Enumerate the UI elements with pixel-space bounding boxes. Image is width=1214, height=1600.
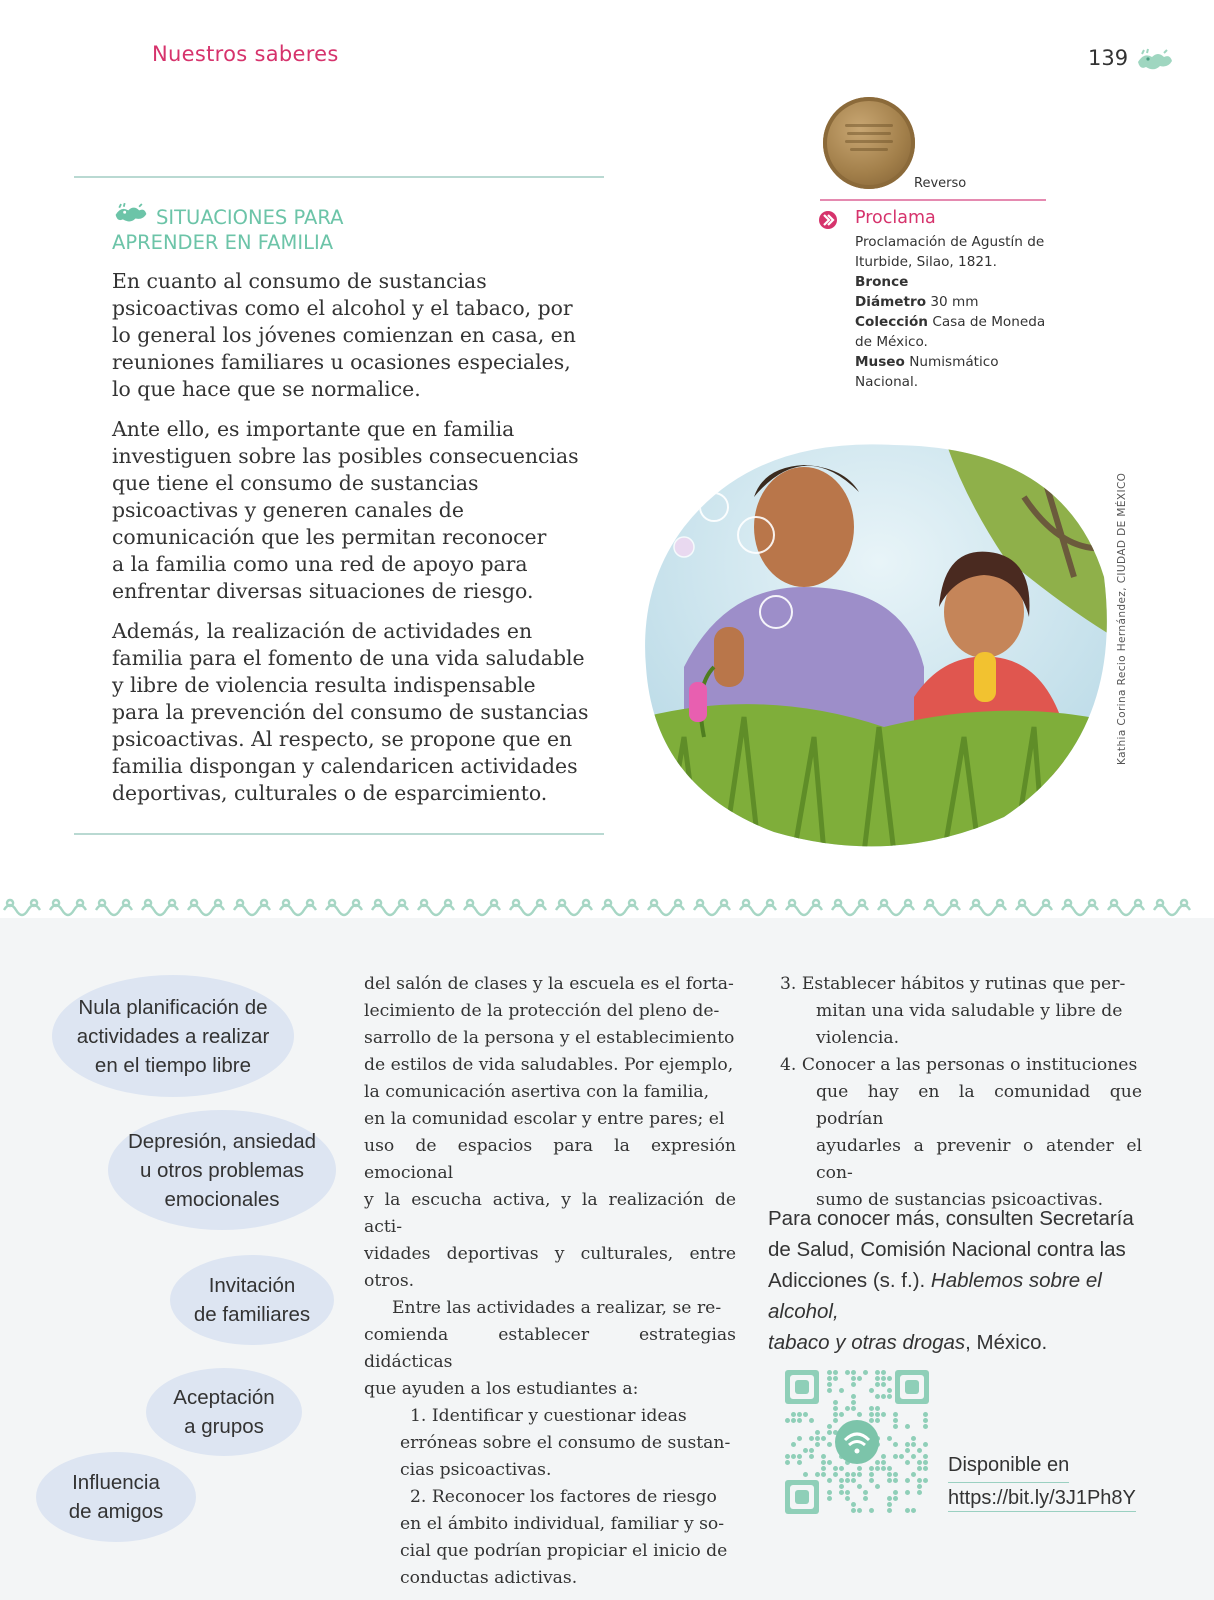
qr-finder-core: [795, 1490, 809, 1504]
family-paragraph-3: [112, 618, 612, 807]
reference-line: , México.: [965, 1331, 1048, 1354]
divider-swirl: [740, 900, 776, 915]
qr-module: [857, 1508, 862, 1513]
caption-diameter-label: Diámetro: [855, 294, 927, 310]
divider-swirl: [832, 900, 868, 915]
qr-module: [839, 1484, 844, 1489]
qr-module: [923, 1418, 928, 1423]
available-label: Disponible en: [948, 1450, 1069, 1483]
qr-module: [893, 1412, 898, 1417]
divider-swirl: [326, 900, 362, 915]
qr-module: [827, 1370, 832, 1375]
family-bubbles-illustration: [644, 437, 1114, 853]
qr-module: [851, 1502, 856, 1507]
family-box-top-rule: [74, 176, 604, 178]
line: reuniones familiares u ocasiones especiales,: [112, 350, 571, 374]
url-link[interactable]: https://bit.ly/3J1Ph8Y: [948, 1487, 1136, 1512]
list-item-4: [780, 1052, 1142, 1214]
qr-module: [857, 1472, 862, 1477]
qr-module: [881, 1394, 886, 1399]
divider-swirl: [96, 900, 132, 915]
line: deportivas, culturales o de esparcimiento.: [112, 781, 548, 805]
qr-module: [833, 1400, 838, 1405]
qr-module: [839, 1478, 844, 1483]
qr-module: [911, 1472, 916, 1477]
section-name: Nuestros saberes: [152, 42, 339, 66]
divider-swirl: [970, 900, 1006, 915]
qr-module: [875, 1382, 880, 1387]
line: en el ámbito individual, familiar y so-: [400, 1514, 725, 1534]
qr-module: [905, 1460, 910, 1465]
qr-module: [911, 1442, 916, 1447]
qr-module: [893, 1418, 898, 1423]
line: sumo de sustancias psicoactivas.: [816, 1190, 1104, 1210]
divider-swirl: [602, 900, 638, 915]
divider-swirl: [786, 900, 822, 915]
middle-column: [364, 971, 736, 1592]
line: que tiene el consumo de sustancias: [112, 471, 479, 495]
qr-module: [863, 1490, 868, 1495]
qr-module: [785, 1454, 790, 1459]
qr-module: [851, 1472, 856, 1477]
line: erróneas sobre el consumo de sustan-: [400, 1433, 731, 1453]
bubble-line: Depresión, ansiedad: [127, 1129, 317, 1153]
divider-swirl: [188, 900, 224, 915]
qr-module: [863, 1496, 868, 1501]
caption-collection-label: Colección: [855, 314, 928, 330]
qr-module: [797, 1460, 802, 1465]
caption-material: Bronce: [855, 274, 909, 290]
qr-module: [857, 1484, 862, 1489]
divider-swirl: [280, 900, 316, 915]
line: vidades deportivas y culturales, entre otros.: [364, 1244, 736, 1291]
qr-module: [839, 1466, 844, 1471]
qr-module: [839, 1412, 844, 1417]
list-item-1: [364, 1403, 736, 1484]
list-item-3: [780, 971, 1142, 1052]
caption-rule: [820, 199, 1046, 201]
qr-module: [821, 1436, 826, 1441]
risk-factor-bubble: [52, 975, 294, 1097]
reference-title: Hablemos sobre el alcohol,: [768, 1269, 1102, 1323]
line: Entre las actividades a realizar, se re-: [392, 1298, 722, 1318]
qr-module: [803, 1448, 808, 1453]
divider-swirl: [1016, 900, 1052, 915]
divider-swirl: [556, 900, 592, 915]
divider-swirl: [50, 900, 86, 915]
qr-module: [839, 1388, 844, 1393]
qr-module: [815, 1442, 820, 1447]
qr-module: [851, 1376, 856, 1381]
line: comunicación que les permitan reconocer: [112, 525, 547, 549]
qr-module: [881, 1370, 886, 1375]
qr-module: [791, 1454, 796, 1459]
chevron-right-icon: [818, 210, 838, 230]
line: 1. Identificar y cuestionar ideas: [410, 1406, 687, 1426]
qr-module: [821, 1460, 826, 1465]
qr-module: [887, 1496, 892, 1501]
line: uso de espacios para la expresión emocional: [364, 1136, 736, 1183]
qr-module: [887, 1502, 892, 1507]
qr-module: [881, 1412, 886, 1417]
qr-module: [875, 1370, 880, 1375]
qr-module: [851, 1382, 856, 1387]
bubble-line: actividades a realizar: [76, 1024, 270, 1048]
divider-swirl: [142, 900, 178, 915]
right-column: [780, 971, 1142, 1214]
line: conductas adictivas.: [400, 1568, 578, 1588]
qr-module: [881, 1382, 886, 1387]
qr-module: [827, 1460, 832, 1465]
qr-module: [881, 1460, 886, 1465]
line: que ayuden a los estudiantes a:: [364, 1379, 639, 1399]
bubble-line: a grupos: [184, 1415, 264, 1438]
line: a la familia como una red de apoyo para: [112, 552, 528, 576]
line: de estilos de vida saludables. Por ejemplo,: [364, 1055, 734, 1075]
axolotl-ornament-icon: [1134, 48, 1176, 74]
reference-line: Adicciones (s. f.).: [768, 1269, 931, 1292]
qr-module: [875, 1412, 880, 1417]
qr-module: [881, 1454, 886, 1459]
qr-module: [899, 1454, 904, 1459]
qr-module: [893, 1442, 898, 1447]
qr-module: [869, 1418, 874, 1423]
qr-module: [797, 1412, 802, 1417]
qr-module: [917, 1490, 922, 1495]
qr-module: [887, 1376, 892, 1381]
bubble-line: Aceptación: [173, 1386, 275, 1409]
qr-module: [893, 1472, 898, 1477]
qr-module: [839, 1490, 844, 1495]
qr-module: [893, 1454, 898, 1459]
decorative-divider: [0, 896, 1214, 918]
qr-module: [911, 1454, 916, 1459]
qr-module: [875, 1406, 880, 1411]
reference-title: tabaco y otras drogas: [768, 1331, 966, 1354]
divider-swirl: [1108, 900, 1144, 915]
qr-module: [917, 1484, 922, 1489]
bubble-line: u otros problemas: [139, 1158, 305, 1182]
line: En cuanto al consumo de sustancias: [112, 269, 487, 293]
qr-module: [887, 1508, 892, 1513]
line: psicoactivas como el alcohol y el tabaco, por: [112, 296, 573, 320]
family-title-line2: APRENDER EN FAMILIA: [112, 231, 334, 254]
bubble-line: Influencia: [72, 1471, 160, 1494]
qr-module: [869, 1478, 874, 1483]
bubble-line: en el tiempo libre: [94, 1053, 252, 1077]
qr-module: [827, 1376, 832, 1381]
caption-museum-label: Museo: [855, 354, 905, 370]
qr-module: [869, 1388, 874, 1393]
qr-module: [851, 1370, 856, 1375]
qr-module: [893, 1478, 898, 1483]
divider-swirl: [510, 900, 546, 915]
qr-module: [833, 1406, 838, 1411]
qr-module: [791, 1418, 796, 1423]
divider-swirl: [694, 900, 730, 915]
qr-module: [875, 1376, 880, 1381]
risk-factor-bubble: [36, 1452, 196, 1542]
middle-paragraph-2: [364, 1295, 736, 1403]
page-number: 139: [1088, 46, 1129, 70]
caption-title: Proclama: [855, 208, 936, 228]
qr-module: [815, 1472, 820, 1477]
qr-module: [923, 1478, 928, 1483]
qr-module: [863, 1370, 868, 1375]
qr-module: [827, 1478, 832, 1483]
divider-swirl: [878, 900, 914, 915]
wifi-icon-dot: [855, 1449, 860, 1454]
qr-module: [815, 1436, 820, 1441]
qr-module: [923, 1454, 928, 1459]
qr-module: [917, 1448, 922, 1453]
list-item-2: [364, 1484, 736, 1592]
bubble-line: Nula planificación de: [78, 995, 268, 1019]
qr-module: [809, 1436, 814, 1441]
qr-module: [893, 1424, 898, 1429]
family-paragraph-2: [112, 416, 612, 605]
line: 3. Establecer hábitos y rutinas que per-: [780, 974, 1126, 994]
line: sarrollo de la persona y el establecimiento: [364, 1028, 735, 1048]
risk-factor-bubble: [146, 1368, 302, 1456]
qr-module: [905, 1448, 910, 1453]
qr-module: [845, 1478, 850, 1483]
qr-module: [917, 1466, 922, 1471]
qr-module: [833, 1472, 838, 1477]
bubble-line: emocionales: [164, 1187, 280, 1211]
qr-module: [851, 1394, 856, 1399]
qr-module: [827, 1382, 832, 1387]
caption-description: Proclamación de Agustín de Iturbide, Silao, 1821.: [855, 234, 1045, 270]
divider-swirl: [924, 900, 960, 915]
qr-module: [803, 1412, 808, 1417]
qr-module: [911, 1508, 916, 1513]
qr-module: [791, 1442, 796, 1447]
divider-swirl: [234, 900, 270, 915]
qr-module: [803, 1472, 808, 1477]
qr-module: [821, 1466, 826, 1471]
line: para la prevención del consumo de sustancias: [112, 700, 589, 724]
line: cial que podrían propiciar el inicio de: [400, 1541, 728, 1561]
qr-module: [887, 1394, 892, 1399]
qr-module: [809, 1454, 814, 1459]
qr-module: [887, 1478, 892, 1483]
qr-module: [869, 1412, 874, 1417]
line: la comunicación asertiva con la familia,: [364, 1082, 710, 1102]
qr-module: [827, 1424, 832, 1429]
bubble-line: de amigos: [68, 1500, 164, 1523]
qr-module: [875, 1394, 880, 1399]
line: y libre de violencia resulta indispensable: [112, 673, 536, 697]
qr-module: [833, 1418, 838, 1423]
qr-module: [857, 1466, 862, 1471]
caption-diameter-value: 30 mm: [930, 294, 979, 310]
qr-module: [809, 1448, 814, 1453]
divider-swirl: [648, 900, 684, 915]
more-info-reference: [768, 1203, 1178, 1358]
qr-module: [905, 1478, 910, 1483]
qr-module: [827, 1430, 832, 1435]
qr-module: [791, 1412, 796, 1417]
qr-module: [875, 1418, 880, 1423]
line: en la comunidad escolar y entre pares; el: [364, 1109, 725, 1129]
qr-module: [887, 1388, 892, 1393]
qr-module: [821, 1454, 826, 1459]
qr-module: [827, 1496, 832, 1501]
qr-module: [851, 1400, 856, 1405]
risk-factor-bubble: [170, 1255, 334, 1345]
qr-module: [845, 1370, 850, 1375]
qr-module: [851, 1478, 856, 1483]
qr-module: [893, 1496, 898, 1501]
qr-module: [887, 1472, 892, 1477]
qr-module: [905, 1424, 910, 1429]
qr-module: [923, 1466, 928, 1471]
family-title-line1: SITUACIONES PARA: [156, 206, 344, 229]
qr-module: [827, 1442, 832, 1447]
qr-module: [893, 1490, 898, 1495]
line: lo general los jóvenes comienzan en casa, en: [112, 323, 576, 347]
coin-side-label: Reverso: [914, 176, 967, 191]
coin-engraving: [845, 124, 893, 156]
line: Ante ello, es importante que en familia: [112, 417, 515, 441]
qr-finder-core: [795, 1380, 809, 1394]
qr-module: [797, 1418, 802, 1423]
divider-swirl: [1154, 900, 1190, 915]
family-box-bottom-rule: [74, 833, 604, 835]
qr-module: [797, 1454, 802, 1459]
qr-module: [845, 1496, 850, 1501]
reference-line: de Salud, Comisión Nacional contra las: [768, 1238, 1126, 1261]
family-box-title: [112, 205, 343, 255]
qr-module: [833, 1376, 838, 1381]
qr-module: [809, 1418, 814, 1423]
line: y la escucha activa, y la realización de acti-: [364, 1190, 736, 1237]
qr-module: [797, 1436, 802, 1441]
line: Además, la realización de actividades en: [112, 619, 533, 643]
qr-module: [845, 1490, 850, 1495]
qr-module: [785, 1418, 790, 1423]
qr-module: [815, 1430, 820, 1435]
qr-module: [923, 1442, 928, 1447]
qr-module: [923, 1460, 928, 1465]
caption-text: [855, 232, 1055, 392]
qr-module: [833, 1370, 838, 1375]
qr-module: [887, 1466, 892, 1471]
caption-collection-value: Casa de Moneda de México.: [855, 314, 1046, 350]
divider-swirl: [1062, 900, 1098, 915]
line: familia dispongan y calendaricen actividades: [112, 754, 578, 778]
qr-module: [857, 1412, 862, 1417]
line: 2. Reconocer los factores de riesgo: [410, 1487, 717, 1507]
qr-module: [845, 1472, 850, 1477]
caption-museum-value: Numismático Nacional.: [855, 354, 999, 390]
line: lo que hace que se normalice.: [112, 377, 421, 401]
line: del salón de clases y la escuela es el forta-: [364, 974, 734, 994]
qr-module: [869, 1508, 874, 1513]
qr-module: [833, 1466, 838, 1471]
qr-code[interactable]: [785, 1370, 929, 1514]
bubble-line: Invitación: [208, 1274, 296, 1297]
line: psicoactivas. Al respecto, se propone que en: [112, 727, 573, 751]
qr-module: [905, 1490, 910, 1495]
qr-module: [917, 1478, 922, 1483]
line: psicoactivas y generen canales de: [112, 498, 464, 522]
qr-module: [851, 1508, 856, 1513]
qr-module: [869, 1472, 874, 1477]
line: familia para el fomento de una vida saludable: [112, 646, 585, 670]
line: comienda establecer estrategias didácticas: [364, 1325, 736, 1372]
line: ayudarles a prevenir o atender el con-: [816, 1136, 1142, 1183]
divider-swirl: [418, 900, 454, 915]
qr-module: [869, 1406, 874, 1411]
available-at: [948, 1450, 1136, 1514]
divider-swirl: [372, 900, 408, 915]
qr-module: [875, 1460, 880, 1465]
qr-module: [881, 1466, 886, 1471]
bubble-line: de familiares: [193, 1303, 311, 1326]
qr-module: [869, 1466, 874, 1471]
qr-module: [875, 1466, 880, 1471]
qr-module: [905, 1508, 910, 1513]
qr-module: [821, 1472, 826, 1477]
line: 4. Conocer a las personas o instituciones: [780, 1055, 1138, 1075]
qr-module: [857, 1376, 862, 1381]
qr-module: [887, 1436, 892, 1441]
qr-module: [923, 1412, 928, 1417]
qr-module: [845, 1406, 850, 1411]
risk-factor-bubble: [108, 1110, 336, 1230]
divider-swirl: [4, 900, 40, 915]
family-paragraph-1: [112, 268, 612, 403]
qr-module: [785, 1460, 790, 1465]
line: lecimiento de la protección del pleno de-: [364, 1001, 720, 1021]
family-box-text: [112, 268, 612, 820]
qr-module: [833, 1412, 838, 1417]
qr-finder-core: [905, 1380, 919, 1394]
line: cias psicoactivas.: [400, 1460, 552, 1480]
qr-module: [905, 1442, 910, 1447]
middle-paragraph-1: [364, 971, 736, 1295]
line: violencia.: [816, 1028, 900, 1048]
illustration-credit: Kathia Corina Recio Hernández, CIUDAD DE MÉXICO: [1116, 472, 1128, 765]
qr-module: [923, 1424, 928, 1429]
qr-module: [911, 1436, 916, 1441]
qr-module: [917, 1460, 922, 1465]
line: que hay en la comunidad que podrían: [816, 1082, 1142, 1129]
line: enfrentar diversas situaciones de riesgo.: [112, 579, 534, 603]
divider-swirl: [464, 900, 500, 915]
qr-module: [827, 1388, 832, 1393]
line: investiguen sobre las posibles consecuencias: [112, 444, 579, 468]
qr-module: [851, 1406, 856, 1411]
qr-module: [875, 1484, 880, 1489]
line: mitan una vida saludable y libre de: [816, 1001, 1123, 1021]
qr-module: [881, 1376, 886, 1381]
reference-line: Para conocer más, consulten Secretaría: [768, 1207, 1134, 1230]
qr-module: [827, 1490, 832, 1495]
